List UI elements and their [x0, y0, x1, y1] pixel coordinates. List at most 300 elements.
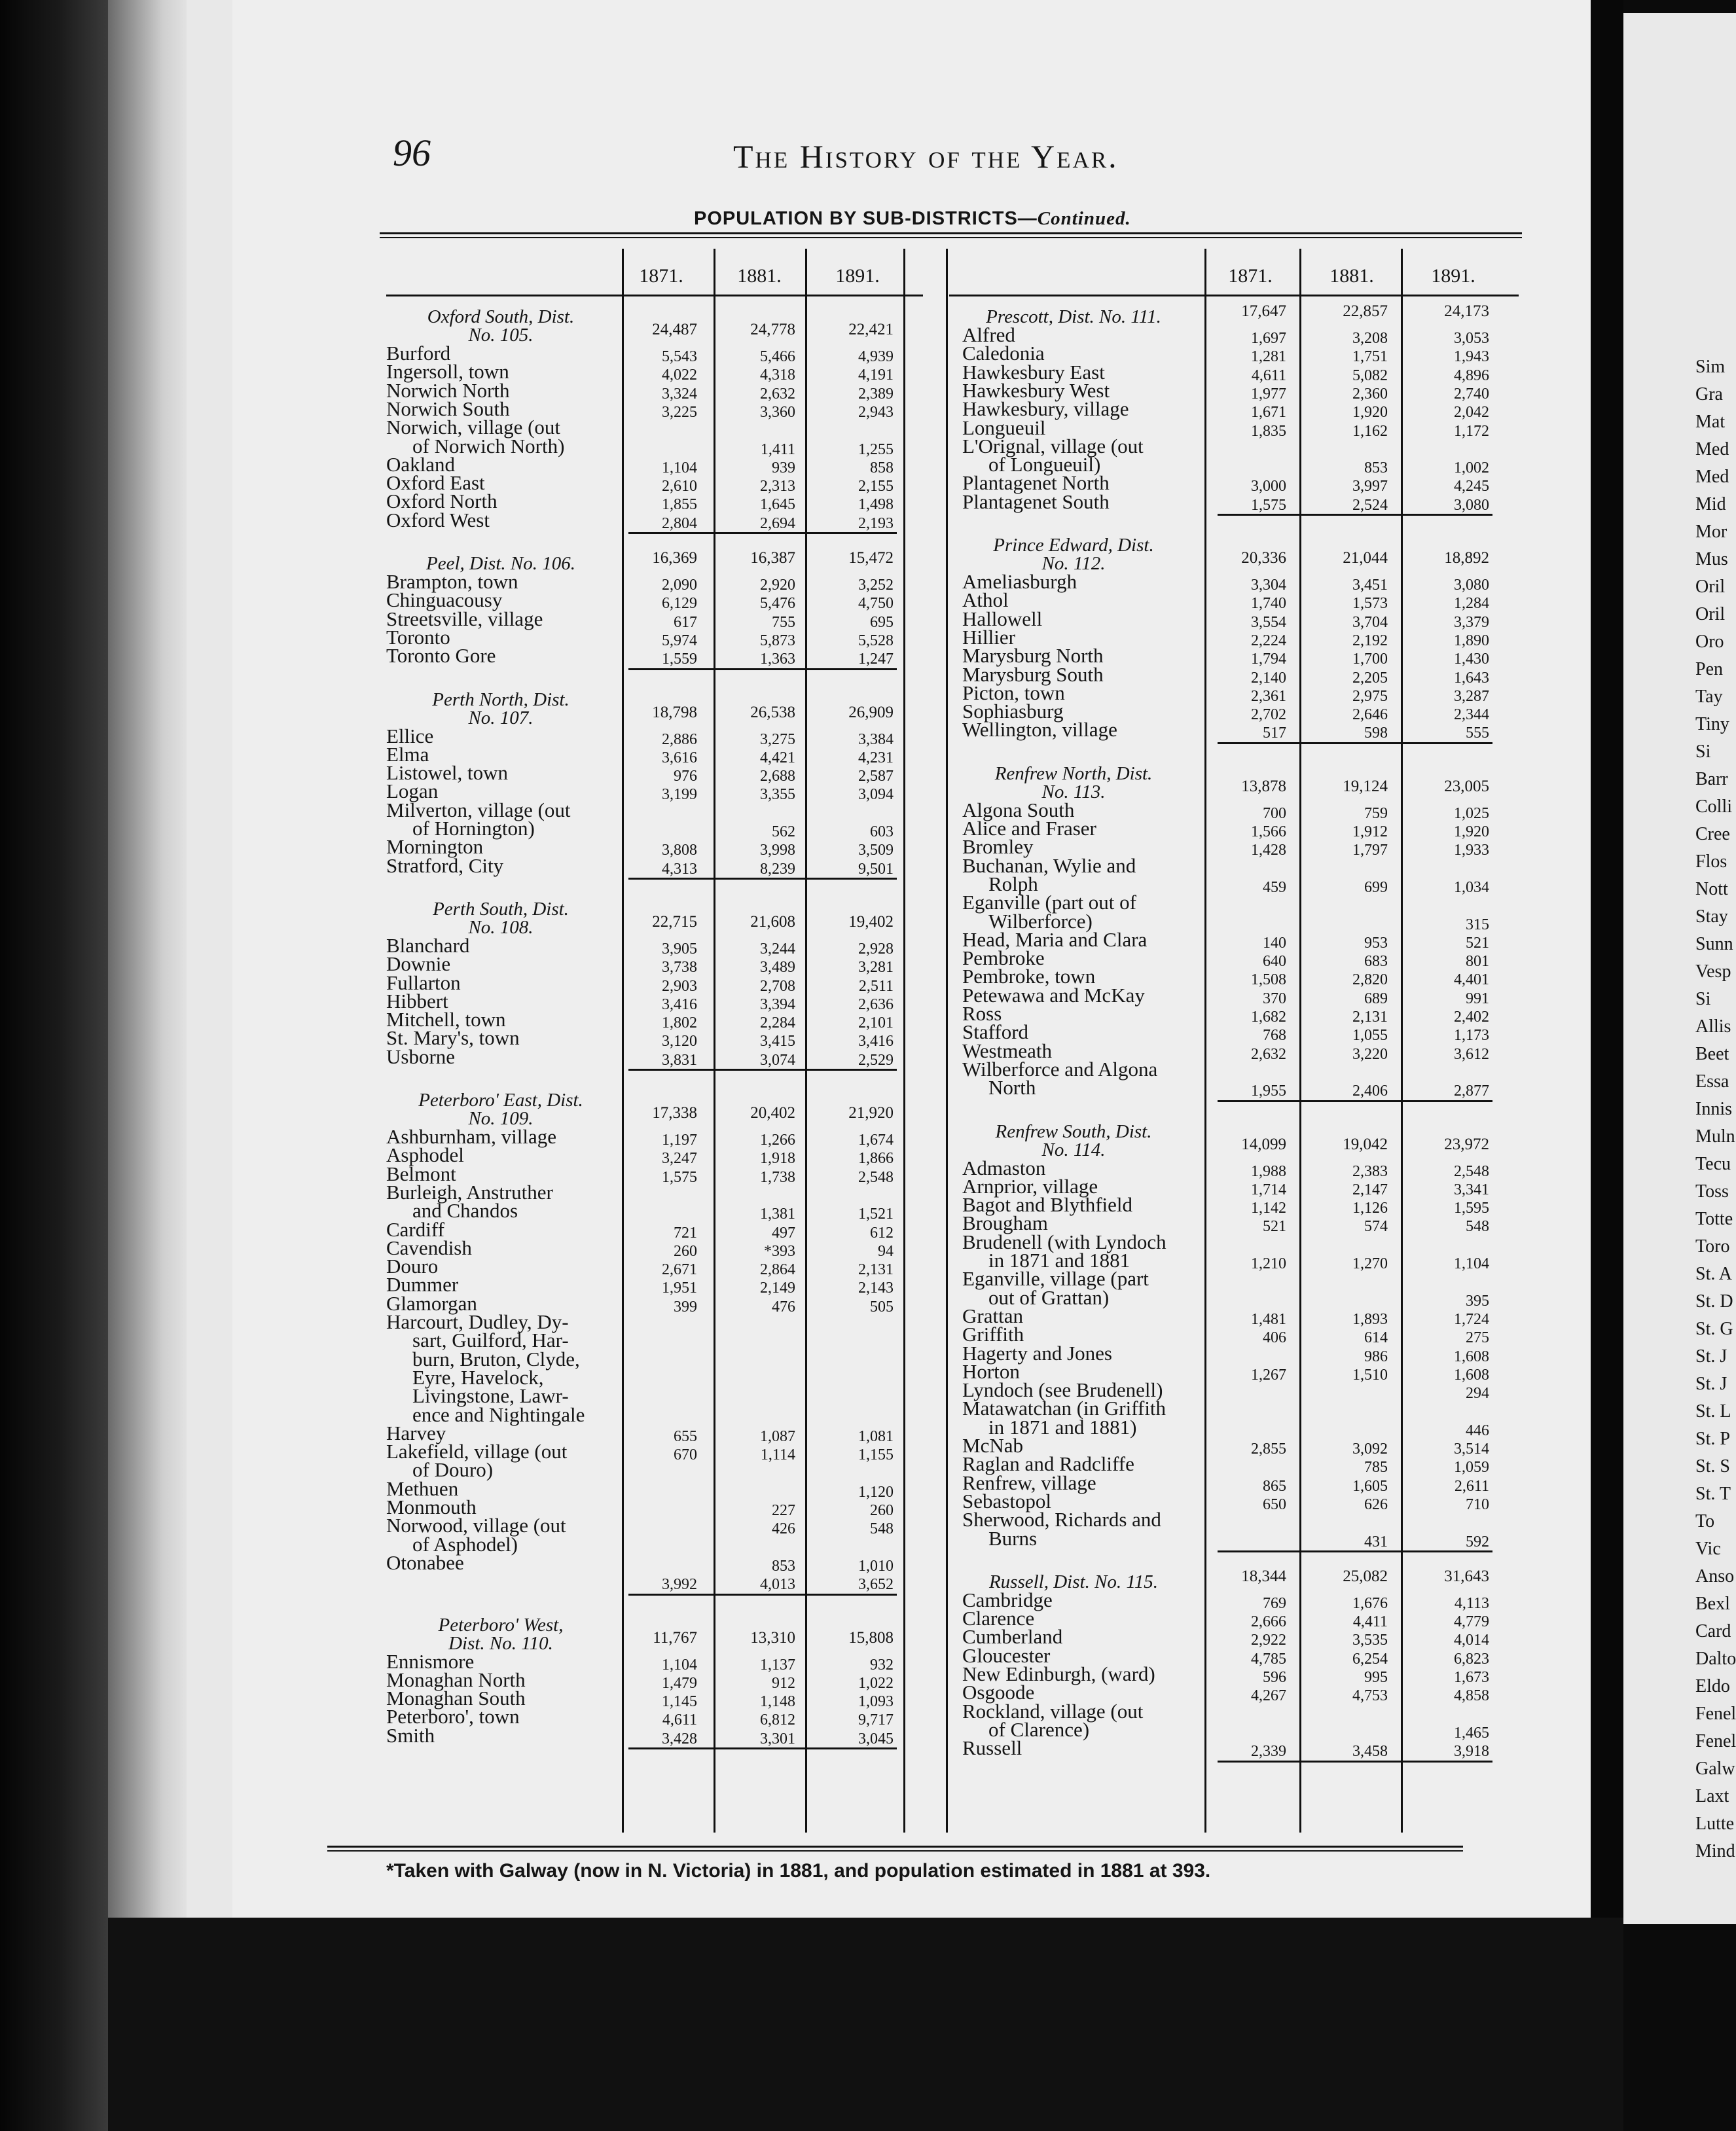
section-total: 16,369	[652, 549, 697, 567]
row-value: 1,605	[1352, 1477, 1388, 1495]
row-value: 1,510	[1352, 1366, 1388, 1384]
row-name: Burford	[386, 342, 451, 365]
row-value: 1,671	[1251, 404, 1286, 421]
row-value: 3,738	[662, 959, 697, 976]
row-value: 3,301	[760, 1730, 795, 1747]
row-name: and Chandos	[412, 1199, 518, 1223]
section-total: 20,336	[1241, 549, 1286, 567]
row-value: 1,890	[1454, 632, 1489, 649]
row-value: 260	[870, 1502, 894, 1519]
row-name: Head, Maria and Clara	[962, 927, 1148, 951]
row-name: Harcourt, Dudley, Dy-	[386, 1310, 569, 1333]
row-value: 1,137	[760, 1656, 795, 1674]
row-value: 695	[870, 613, 894, 631]
row-value: 8,239	[760, 860, 795, 878]
row-name: Hallowell	[962, 607, 1043, 630]
row-value: 1,059	[1454, 1459, 1489, 1477]
year-header-2: 1891.	[835, 265, 880, 287]
next-page-fragment: St. T	[1695, 1484, 1731, 1504]
row-value: 294	[1466, 1385, 1489, 1403]
row-value: 446	[1466, 1422, 1489, 1439]
next-page-fragment: Tiny	[1695, 714, 1729, 734]
next-page-fragment: Cree	[1695, 824, 1730, 844]
table-row	[943, 1736, 1512, 1761]
year-header-0: 1871.	[639, 265, 683, 287]
section-title: Perth North, Dist.	[432, 689, 570, 710]
row-value: 4,858	[1454, 1687, 1489, 1705]
section-total: 18,344	[1241, 1567, 1286, 1585]
section-total: 21,044	[1343, 549, 1388, 567]
row-value: 853	[1364, 459, 1388, 477]
row-value: 459	[1263, 878, 1286, 896]
row-value: 1,104	[1454, 1255, 1489, 1272]
row-name: Glamorgan	[386, 1291, 477, 1315]
next-page-fragment: Laxt	[1695, 1786, 1729, 1806]
row-name: Bagot and Blythfield	[962, 1193, 1133, 1217]
row-value: 3,281	[858, 959, 894, 976]
row-name: Cambridge	[962, 1588, 1053, 1611]
row-value: 1,055	[1352, 1027, 1388, 1045]
table-row	[943, 1341, 1512, 1365]
row-name: Wilberforce and Algona	[962, 1057, 1158, 1081]
row-value: 4,611	[1251, 367, 1286, 384]
row-name: Otonabee	[386, 1550, 464, 1574]
section-rule	[1218, 514, 1492, 516]
row-value: 4,939	[858, 348, 894, 365]
section-rule	[628, 1594, 897, 1596]
next-page-fragment: Bexl	[1695, 1594, 1730, 1614]
row-value: 1,918	[760, 1150, 795, 1168]
page-number: 96	[393, 132, 431, 174]
row-value: 2,389	[858, 385, 894, 403]
row-name: Cavendish	[386, 1236, 472, 1259]
row-name: Bromley	[962, 835, 1034, 859]
row-value: 1,955	[1251, 1083, 1286, 1100]
row-value: 2,671	[662, 1261, 697, 1279]
row-value: 1,104	[662, 1656, 697, 1674]
section-rule	[628, 1069, 897, 1071]
row-value: 3,225	[662, 403, 697, 421]
next-page-fragment: Totte	[1695, 1209, 1733, 1229]
table-row	[386, 1458, 923, 1482]
row-value: 1,428	[1251, 842, 1286, 859]
next-page-fragment: Vic	[1695, 1539, 1721, 1559]
next-page-fragment: Lutte	[1695, 1814, 1735, 1834]
row-name: Listowel, town	[386, 761, 508, 785]
row-name: Rockland, village (out	[962, 1699, 1144, 1723]
section-total: 24,173	[1444, 302, 1489, 320]
row-name: Logan	[386, 779, 439, 803]
row-value: 2,688	[760, 768, 795, 785]
row-value: 3,360	[760, 403, 795, 421]
row-value: 670	[674, 1446, 697, 1464]
row-value: 3,612	[1454, 1045, 1489, 1063]
row-value: 2,632	[760, 385, 795, 403]
row-value: 3,905	[662, 940, 697, 958]
row-value: 2,147	[1352, 1181, 1388, 1198]
row-name: Peterboro', town	[386, 1705, 520, 1728]
row-name: Brudenell (with Lyndoch	[962, 1230, 1166, 1253]
row-value: 2,344	[1454, 706, 1489, 724]
row-name: Chinguacousy	[386, 588, 503, 612]
row-value: 1,951	[662, 1280, 697, 1297]
row-name: Athol	[962, 588, 1009, 612]
row-name: Hawkesbury, village	[962, 397, 1129, 421]
row-value: 4,753	[1352, 1687, 1388, 1705]
row-name: Pembroke	[962, 946, 1045, 970]
row-name: Eganville, village (part	[962, 1267, 1149, 1291]
table-row	[943, 1323, 1512, 1347]
row-value: 3,074	[760, 1051, 795, 1069]
row-value: 1,751	[1352, 348, 1388, 366]
row-name: New Edinburgh, (ward)	[962, 1662, 1155, 1685]
row-value: 4,013	[760, 1576, 795, 1594]
next-page-fragment: Sunn	[1695, 934, 1733, 954]
next-page-fragment: Colli	[1695, 797, 1733, 817]
next-page-fragment: St. S	[1695, 1456, 1730, 1477]
row-name: Renfrew, village	[962, 1471, 1096, 1494]
row-value: 2,143	[858, 1280, 894, 1297]
row-value: 932	[870, 1656, 894, 1674]
row-value: 1,575	[1251, 496, 1286, 514]
scan-bottom-edge	[108, 1918, 1623, 2131]
row-value: 3,120	[662, 1033, 697, 1050]
row-name: Admaston	[962, 1156, 1046, 1179]
section-title: No. 107.	[468, 707, 533, 728]
row-value: 315	[1466, 916, 1489, 933]
row-value: 94	[878, 1242, 894, 1260]
next-page-fragment: Oril	[1695, 604, 1726, 624]
row-value: 2,149	[760, 1280, 795, 1297]
row-value: 3,489	[760, 959, 795, 976]
row-value: 592	[1466, 1533, 1489, 1550]
next-page-fragment: Dalto	[1695, 1649, 1736, 1669]
row-value: 640	[1263, 953, 1286, 971]
row-value: 1,197	[662, 1132, 697, 1149]
row-value: 2,131	[858, 1261, 894, 1279]
row-value: 2,548	[858, 1168, 894, 1186]
row-value: 2,402	[1454, 1009, 1489, 1026]
section-total: 16,387	[750, 549, 795, 567]
row-value: 5,466	[760, 348, 795, 365]
section-title: Prince Edward, Dist.	[993, 535, 1154, 556]
row-value: 6,812	[760, 1711, 795, 1729]
row-name: Norwich, village (out	[386, 416, 561, 439]
section-total: 22,421	[848, 321, 894, 338]
row-value: 3,287	[1454, 687, 1489, 705]
row-name: Monaghan South	[386, 1687, 526, 1710]
row-value: 755	[772, 613, 795, 631]
row-value: 991	[1466, 990, 1489, 1007]
table-row	[386, 952, 923, 976]
row-value: 4,191	[858, 367, 894, 384]
row-value: 4,231	[858, 749, 894, 766]
row-value: 395	[1466, 1292, 1489, 1310]
row-value: 517	[1263, 725, 1286, 742]
row-name: Ellice	[386, 724, 434, 747]
row-value: 3,652	[858, 1576, 894, 1594]
row-value: 6,254	[1352, 1650, 1388, 1668]
section-total: 21,920	[848, 1104, 894, 1122]
next-page-fragment: Si	[1695, 989, 1711, 1009]
table-row	[943, 397, 1512, 421]
table-row	[943, 893, 1512, 912]
row-value: 3,045	[858, 1730, 894, 1747]
row-value: 801	[1466, 953, 1489, 971]
section-total: 19,042	[1343, 1135, 1388, 1153]
row-value: 476	[772, 1298, 795, 1316]
row-value: 2,928	[858, 940, 894, 958]
row-value: 3,415	[760, 1033, 795, 1050]
row-name: McNab	[962, 1434, 1023, 1457]
row-value: 1,022	[858, 1674, 894, 1692]
row-value: 3,808	[662, 842, 697, 859]
row-value: 1,700	[1352, 651, 1388, 668]
row-value: 976	[674, 768, 697, 785]
row-name: Plantagenet North	[962, 471, 1110, 495]
next-page-fragment: Anso	[1695, 1566, 1735, 1586]
row-value: 785	[1364, 1459, 1388, 1477]
row-value: 1,866	[858, 1150, 894, 1168]
row-value: 1,508	[1251, 971, 1286, 989]
section-total: 26,909	[848, 703, 894, 721]
row-value: 2,666	[1251, 1613, 1286, 1631]
row-value: 3,416	[858, 1033, 894, 1050]
table-row	[943, 1508, 1512, 1531]
section-title: No. 105.	[468, 325, 533, 346]
row-name: Raglan and Radcliffe	[962, 1452, 1134, 1476]
section-total: 18,798	[652, 703, 697, 721]
row-name: Alfred	[962, 323, 1015, 346]
row-name: Ross	[962, 1002, 1002, 1025]
row-value: 2,383	[1352, 1162, 1388, 1180]
section-rule	[628, 1747, 897, 1749]
table-row	[943, 1526, 1512, 1550]
row-value: 1,104	[662, 459, 697, 476]
row-value: 655	[674, 1427, 697, 1445]
row-value: 3,000	[1251, 478, 1286, 495]
row-name: Buchanan, Wylie and	[962, 853, 1136, 877]
row-name: Methuen	[386, 1477, 459, 1500]
row-name: Wilberforce)	[988, 909, 1093, 933]
next-page-fragment: Stay	[1695, 906, 1728, 927]
row-name: Toronto	[386, 625, 450, 649]
table-row	[386, 1572, 923, 1594]
row-name: L'Orignal, village (out	[962, 434, 1144, 457]
next-page-fragment: St. D	[1695, 1291, 1733, 1312]
row-value: 1,034	[1454, 878, 1489, 896]
row-value: 2,524	[1352, 496, 1388, 514]
table-row	[943, 1717, 1512, 1742]
row-value: 4,245	[1454, 478, 1489, 495]
row-value: 4,411	[1352, 1613, 1388, 1631]
row-value: 1,010	[858, 1557, 894, 1575]
row-name: Griffith	[962, 1323, 1024, 1346]
section-total: 22,857	[1343, 302, 1388, 320]
year-header-2: 1891.	[1431, 265, 1475, 287]
row-name: Marysburg South	[962, 662, 1104, 686]
row-name: Monaghan North	[386, 1668, 526, 1691]
section-total: 20,402	[750, 1104, 795, 1122]
table-row	[943, 1076, 1512, 1100]
row-value: 5,543	[662, 348, 697, 365]
table-row	[386, 1236, 923, 1260]
row-name: Oxford West	[386, 508, 490, 531]
next-page-fragment: Nott	[1695, 879, 1728, 899]
row-name: Oakland	[386, 452, 456, 476]
section-total: 15,808	[848, 1628, 894, 1647]
row-name: Hillier	[962, 625, 1015, 649]
row-name: Cardiff	[386, 1217, 444, 1241]
row-value: 1,498	[858, 496, 894, 514]
row-value: 1,363	[760, 651, 795, 668]
row-name: Hawkesbury East	[962, 360, 1105, 384]
row-name: of Asphodel)	[412, 1532, 518, 1556]
row-value: 1,142	[1251, 1200, 1286, 1217]
section-title: No. 114.	[1041, 1139, 1106, 1160]
row-value: 3,244	[760, 940, 795, 958]
table-row	[386, 418, 923, 437]
row-value: 986	[1364, 1348, 1388, 1365]
row-value: 3,053	[1454, 330, 1489, 347]
row-name: Ashburnham, village	[386, 1125, 557, 1148]
row-name: Oxford North	[386, 490, 497, 513]
row-value: 4,318	[760, 367, 795, 384]
row-value: 555	[1466, 725, 1489, 742]
row-value: 2,587	[858, 768, 894, 785]
row-value: 3,324	[662, 385, 697, 403]
row-value: 2,708	[760, 977, 795, 995]
row-value: 1,210	[1251, 1255, 1286, 1272]
running-head: The History of the Year.	[733, 138, 1119, 175]
row-name: Clarence	[962, 1607, 1035, 1630]
next-page-fragment: Si	[1695, 742, 1711, 762]
row-value: 2,877	[1454, 1083, 1489, 1100]
row-value: 9,501	[858, 860, 894, 878]
row-value: 721	[674, 1224, 697, 1242]
row-value: 1,281	[1251, 348, 1286, 366]
next-page-fragment: Mus	[1695, 549, 1728, 569]
section-title: No. 112.	[1041, 553, 1106, 574]
section-rule	[1218, 1550, 1492, 1552]
row-value: 497	[772, 1224, 795, 1242]
row-value: 3,080	[1454, 496, 1489, 514]
section-total: 24,778	[750, 321, 795, 338]
section-title: Oxford South, Dist.	[427, 306, 575, 327]
row-value: 689	[1364, 990, 1388, 1007]
section-total: 22,715	[652, 912, 697, 931]
row-value: 853	[772, 1557, 795, 1575]
section-total: 25,082	[1343, 1567, 1388, 1585]
next-page-fragment: Vesp	[1695, 961, 1731, 982]
next-page-fragment: Mor	[1695, 522, 1727, 542]
row-value: 2,702	[1251, 706, 1286, 724]
row-value: 2,740	[1454, 385, 1489, 403]
row-value: 3,094	[858, 786, 894, 804]
section-total: 13,310	[750, 1628, 795, 1647]
row-value: 521	[1263, 1218, 1286, 1236]
row-value: 3,384	[858, 730, 894, 748]
row-value: 2,101	[858, 1014, 894, 1032]
section-title: No. 113.	[1041, 781, 1106, 802]
section-total: 23,005	[1444, 777, 1489, 795]
row-value: 1,724	[1454, 1310, 1489, 1328]
row-value: 617	[674, 613, 697, 631]
table-row	[386, 1199, 923, 1223]
row-name: sart, Guilford, Har-	[412, 1329, 569, 1352]
table-row	[386, 761, 923, 785]
table-subheading	[694, 208, 1131, 230]
row-value: 3,208	[1352, 330, 1388, 347]
footnote: *Taken with Galway (now in N. Victoria) in 1881, and population estimated in 1881 at 393.	[386, 1860, 1211, 1882]
row-value: 5,974	[662, 632, 697, 649]
left-table	[386, 242, 943, 1846]
row-value: 2,361	[1251, 687, 1286, 705]
row-value: 612	[870, 1224, 894, 1242]
row-value: 1,126	[1352, 1200, 1388, 1217]
row-value: 2,864	[760, 1261, 795, 1279]
row-value: 1,148	[760, 1693, 795, 1711]
row-value: 1,266	[760, 1132, 795, 1149]
row-value: 4,014	[1454, 1632, 1489, 1649]
row-name: of Hornington)	[412, 817, 535, 840]
table-row	[386, 1550, 923, 1575]
book-spine	[108, 0, 187, 1918]
row-name: Belmont	[386, 1162, 456, 1185]
row-name: Norwich North	[386, 378, 510, 402]
table-row	[386, 933, 923, 958]
row-value: 3,451	[1352, 577, 1388, 594]
next-page-fragment: Mind	[1695, 1841, 1735, 1861]
row-value: 1,608	[1454, 1366, 1489, 1384]
section-title: Prescott, Dist. No. 111.	[986, 306, 1161, 327]
row-name: Smith	[386, 1723, 435, 1747]
scan-dark-edge	[0, 0, 108, 2131]
next-page-fragment: Oril	[1695, 577, 1726, 597]
section-total: 19,124	[1343, 777, 1388, 795]
row-value: *393	[764, 1242, 795, 1260]
row-name: Mornington	[386, 835, 484, 859]
row-name: Marysburg North	[962, 644, 1104, 668]
row-value: 5,082	[1352, 367, 1388, 384]
row-name: Brougham	[962, 1211, 1048, 1235]
row-value: 2,193	[858, 514, 894, 532]
row-name: Stratford, City	[386, 853, 504, 877]
bottom-rule-1	[327, 1846, 1463, 1848]
row-name: out of Grattan)	[988, 1285, 1110, 1309]
row-value: 1,676	[1352, 1594, 1388, 1612]
row-name: Lakefield, village (out	[386, 1440, 568, 1463]
row-value: 6,129	[662, 595, 697, 613]
section-total: 11,767	[653, 1628, 697, 1647]
row-value: 5,476	[760, 595, 795, 613]
row-value: 3,704	[1352, 613, 1388, 631]
row-value: 1,114	[760, 1446, 795, 1464]
row-name: Milverton, village (out	[386, 798, 571, 821]
row-value: 562	[772, 823, 795, 840]
row-value: 700	[1263, 804, 1286, 822]
section-rule	[1218, 1100, 1492, 1102]
row-value: 406	[1263, 1329, 1286, 1347]
row-name: ence and Nightingale	[412, 1403, 585, 1426]
table-row	[386, 644, 923, 668]
row-value: 521	[1466, 934, 1489, 952]
row-name: Alice and Fraser	[962, 817, 1096, 840]
row-name: of Douro)	[412, 1458, 494, 1482]
row-name: Ameliasburgh	[962, 570, 1077, 593]
row-value: 3,428	[662, 1730, 697, 1747]
row-value: 4,401	[1454, 971, 1489, 989]
